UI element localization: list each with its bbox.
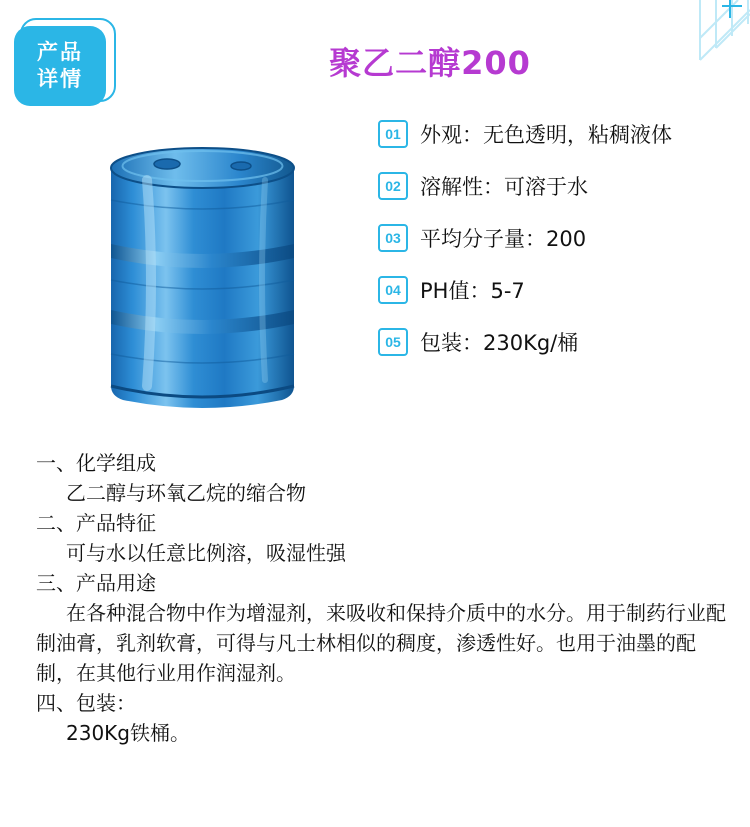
spec-item [378,264,738,316]
spec-number: 01 [378,120,408,148]
section-heading: 一、化学组成 [36,451,156,475]
product-details-badge [14,14,118,106]
page-title: 聚乙二醇200 [329,44,531,82]
spec-number: 04 [378,276,408,304]
spec-text: PH值：5-7 [420,279,525,303]
section-body: 可与水以任意比例溶，吸湿性强 [66,541,346,565]
section-heading: 三、产品用途 [36,571,156,595]
section-heading: 四、包装： [36,691,136,715]
section-heading: 二、产品特征 [36,511,156,535]
spec-list [378,108,738,368]
spec-item [378,316,738,368]
spec-number: 02 [378,172,408,200]
spec-item [378,160,738,212]
badge-line-2: 详情 [37,68,83,91]
badge-line-1: 产品 [37,41,83,64]
spec-text: 平均分子量：200 [420,227,587,251]
section-body: 230Kg铁桶。 [66,721,190,745]
spec-text: 溶解性：可溶于水 [420,175,588,199]
decorative-lines [630,0,750,110]
spec-number: 05 [378,328,408,356]
product-image [95,140,310,415]
section-body: 乙二醇与环氧乙烷的缩合物 [66,481,306,505]
spec-text: 外观：无色透明，粘稠液体 [420,123,672,147]
badge-text [14,26,106,106]
spec-number: 03 [378,224,408,252]
section-body: 在各种混合物中作为增湿剂，来吸收和保持介质中的水分。用于制药行业配制油膏，乳剂软膏，可得与凡士林相似的稠度，渗透性好。也用于油墨的配制，在其他行业用作润湿剂。 [36,601,726,685]
description-body [36,448,726,748]
spec-text: 包装：230Kg/桶 [420,331,579,355]
spec-item [378,108,738,160]
spec-item [378,212,738,264]
